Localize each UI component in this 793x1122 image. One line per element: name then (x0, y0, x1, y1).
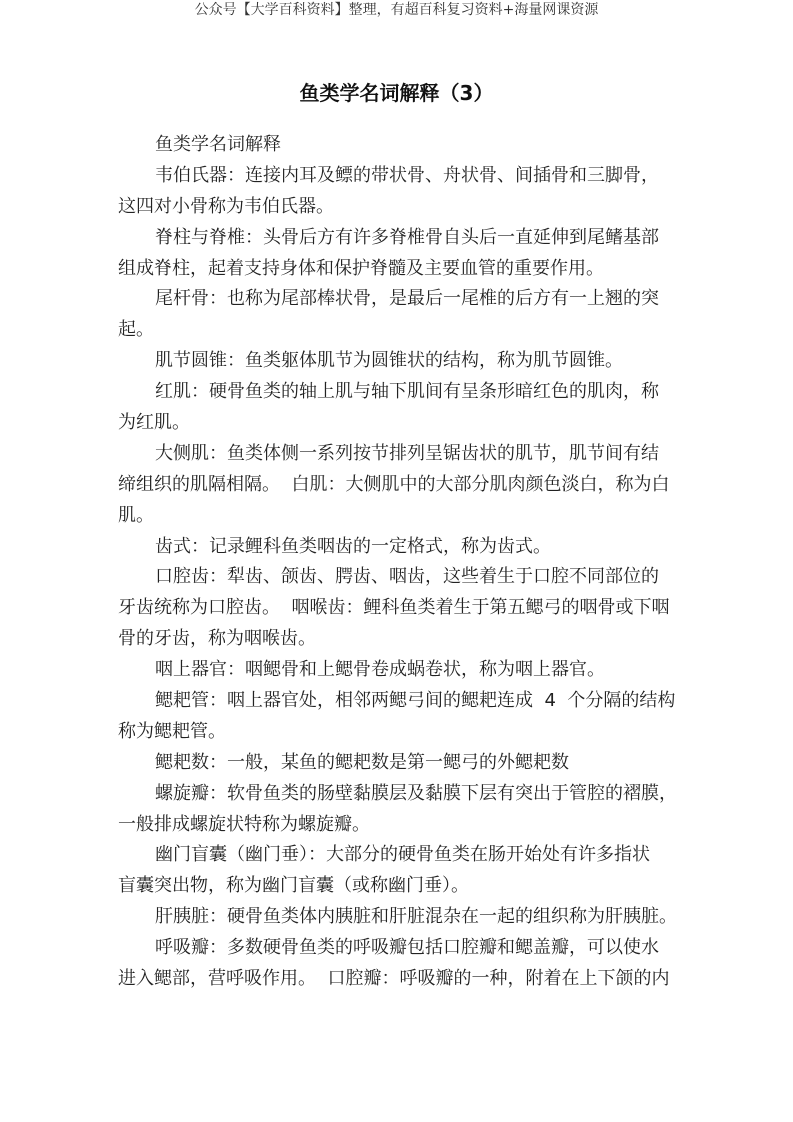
text-line: 牙齿统称为口腔齿。 咽喉齿：鲤科鱼类着生于第五鳃弓的咽骨或下咽 (118, 597, 670, 619)
text-line: 起。 (118, 319, 154, 341)
text-line: 鱼类学名词解释 (155, 134, 281, 155)
text-line: 齿式：记录鲤科鱼类咽齿的一定格式，称为齿式。 (155, 535, 551, 557)
text-line: 韦伯氏器：连接内耳及鳔的带状骨、舟状骨、间插骨和三脚骨， (155, 164, 659, 186)
text-line: 幽门盲囊（幽门垂）：大部分的硬骨鱼类在肠开始处有许多指状 (155, 844, 650, 866)
text-line: 称为鳃耙管。 (118, 720, 226, 742)
text-line: 肝胰脏：硬骨鱼类体内胰脏和肝脏混杂在一起的组织称为肝胰脏。 (155, 906, 677, 928)
text-line: 大侧肌：鱼类体侧一系列按节排列呈锯齿状的肌节，肌节间有结 (155, 442, 659, 464)
text-line: 咽上器官：咽鳃骨和上鳃骨卷成蜗卷状，称为咽上器官。 (155, 659, 605, 681)
document-title: 鱼类学名词解释（3） (299, 81, 494, 105)
text-line: 口腔齿：犁齿、颌齿、腭齿、咽齿，这些着生于口腔不同部位的 (155, 566, 659, 588)
text-line: 肌节圆锥：鱼类躯体肌节为圆锥状的结构，称为肌节圆锥。 (155, 350, 623, 372)
text-line: 尾杆骨：也称为尾部棒状骨，是最后一尾椎的后方有一上翘的突 (155, 288, 659, 310)
text-line: 呼吸瓣：多数硬骨鱼类的呼吸瓣包括口腔瓣和鳃盖瓣，可以使水 (155, 937, 659, 959)
text-line: 脊柱与脊椎：头骨后方有许多脊椎骨自头后一直延伸到尾鳍基部 (155, 226, 659, 248)
text-line: 鳃耙管：咽上器官处，相邻两鳃弓间的鳃耙连成 4 个分隔的结构 (155, 690, 676, 712)
text-line: 鳃耙数：一般，某鱼的鳃耙数是第一鳃弓的外鳃耙数 (155, 751, 569, 773)
text-line: 骨的牙齿，称为咽喉齿。 (118, 628, 316, 650)
text-line: 螺旋瓣：软骨鱼类的肠壁黏膜层及黏膜下层有突出于管腔的褶膜， (155, 782, 677, 804)
text-line: 为红肌。 (118, 412, 190, 434)
text-line: 肌。 (118, 504, 154, 526)
page-header: 公众号【大学百科资料】整理，有超百科复习资料+海量网课资源 (194, 2, 599, 18)
text-line: 红肌：硬骨鱼类的轴上肌与轴下肌间有呈条形暗红色的肌肉，称 (155, 381, 659, 403)
text-line: 这四对小骨称为韦伯氏器。 (118, 195, 334, 217)
document-body (118, 130, 688, 995)
text-line: 盲囊突出物，称为幽门盲囊（或称幽门垂）。 (118, 875, 469, 897)
text-line: 进入鳃部，营呼吸作用。 口腔瓣：呼吸瓣的一种，附着在上下颌的内 (118, 968, 670, 990)
text-line: 组成脊柱，起着支持身体和保护脊髓及主要血管的重要作用。 (118, 257, 604, 279)
text-line: 一般排成螺旋状特称为螺旋瓣。 (118, 813, 370, 835)
text-line: 缔组织的肌隔相隔。 白肌：大侧肌中的大部分肌肉颜色淡白，称为白 (118, 473, 670, 495)
